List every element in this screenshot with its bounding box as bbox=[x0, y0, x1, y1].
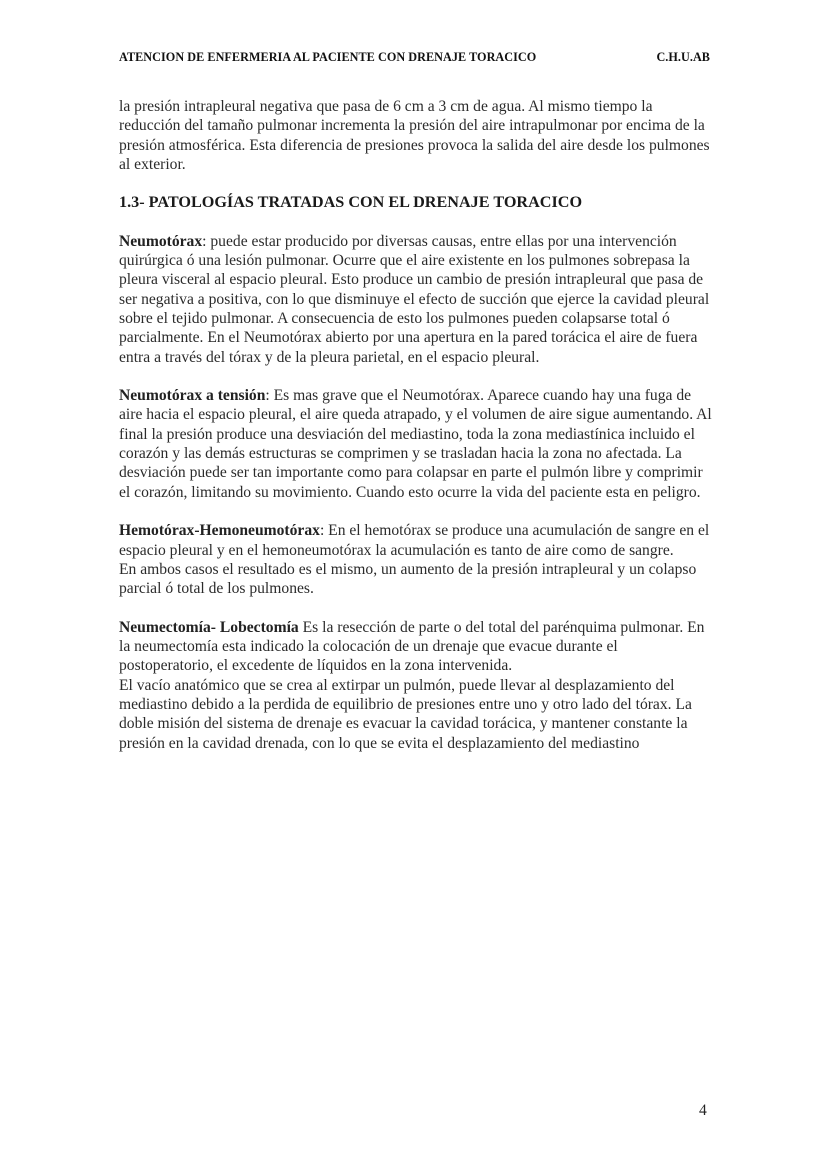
neumectomia-paragraph-continued: El vacío anatómico que se crea al extirpar un pulmón, puede llevar al desplazamiento del mediastino debido a la perdida de equilibrio de presiones entre uno y otro lado del tórax. La doble misión del sistema de drenaje es evacuar la cavidad torácica, y mantener constante la presión en la cavidad drenada, con lo que se evita el desplazamiento del mediastino bbox=[119, 676, 692, 752]
header-title: ATENCION DE ENFERMERIA AL PACIENTE CON DRENAJE TORACICO bbox=[119, 50, 537, 64]
section-heading: 1.3- PATOLOGÍAS TRATADAS CON EL DRENAJE TORACICO bbox=[119, 193, 583, 212]
neumectomia-term: Neumectomía- Lobectomía bbox=[119, 618, 299, 636]
hemotorax-paragraph bbox=[119, 521, 712, 560]
neumotorax-term: Neumotórax bbox=[119, 232, 203, 250]
neumotorax-tension-term: Neumotórax a tensión bbox=[119, 387, 266, 405]
neumectomia-paragraph bbox=[119, 618, 712, 676]
hemotorax-term: Hemotórax-Hemoneumotórax bbox=[119, 522, 320, 540]
neumotorax-tension-paragraph bbox=[119, 386, 712, 502]
header-institution: C.H.U.AB bbox=[656, 50, 710, 64]
neumotorax-text: : puede estar producido por diversas causas, entre ellas por una intervención quirúrgica ó una lesión pulmonar. Ocurre que el aire existente en los pulmones sobrepasa la pleura visceral al espacio pleural. Esto produce un cambio de presión intrapleural que pasa de ser negativa a positiva, con lo que disminuye el efecto de succión que ejerce la cavidad pleural sobre el tejido pulmonar. A consecuencia de esto los pulmones pueden colapsarse total ó parcialmente. En el Neumotórax abierto por una apertura en la pared torácica el aire de fuera entra a través del tórax y de la pleura parietal, en el espacio pleural. bbox=[119, 232, 710, 366]
page-number: 4 bbox=[699, 1102, 707, 1119]
hemotorax-paragraph-continued: En ambos casos el resultado es el mismo, un aumento de la presión intrapleural y un colapso parcial ó total de los pulmones. bbox=[119, 560, 697, 598]
page-body bbox=[119, 97, 712, 753]
neumotorax-paragraph bbox=[119, 232, 712, 367]
intro-continuation-paragraph: la presión intrapleural negativa que pasa de 6 cm a 3 cm de agua. Al mismo tiempo la reducción del tamaño pulmonar incrementa la presión del aire intrapulmonar por encima de la presión atmosférica. Esta diferencia de presiones provoca la salida del aire desde los pulmones al exterior. bbox=[119, 98, 710, 173]
neumotorax-tension-text: : Es mas grave que el Neumotórax. Aparece cuando hay una fuga de aire hacia el espacio pleural, el aire queda atrapado, y el volumen de aire sigue aumentando. Al final la presión produce una desviación del mediastino, toda la zona mediastínica incluido el corazón y las demás estructuras se comprimen y se trasladan hacia la zona no afectada. La desviación puede ser tan importante como para colapsar en parte el pulmón libre y comprimir el corazón, limitando su movimiento. Cuando esto ocurre la vida del paciente esta en peligro. bbox=[119, 387, 712, 501]
hemotorax-text: : En el hemotórax se produce una acumulación de sangre en el espacio pleural y en el hemoneumotórax la acumulación es tanto de aire como de sangre. bbox=[119, 522, 710, 559]
neumectomia-text: Es la resección de parte o del total del parénquima pulmonar. En la neumectomía esta indicado la colocación de un drenaje que evacue durante el postoperatorio, el excedente de líquidos en la zona intervenida. bbox=[119, 618, 705, 675]
